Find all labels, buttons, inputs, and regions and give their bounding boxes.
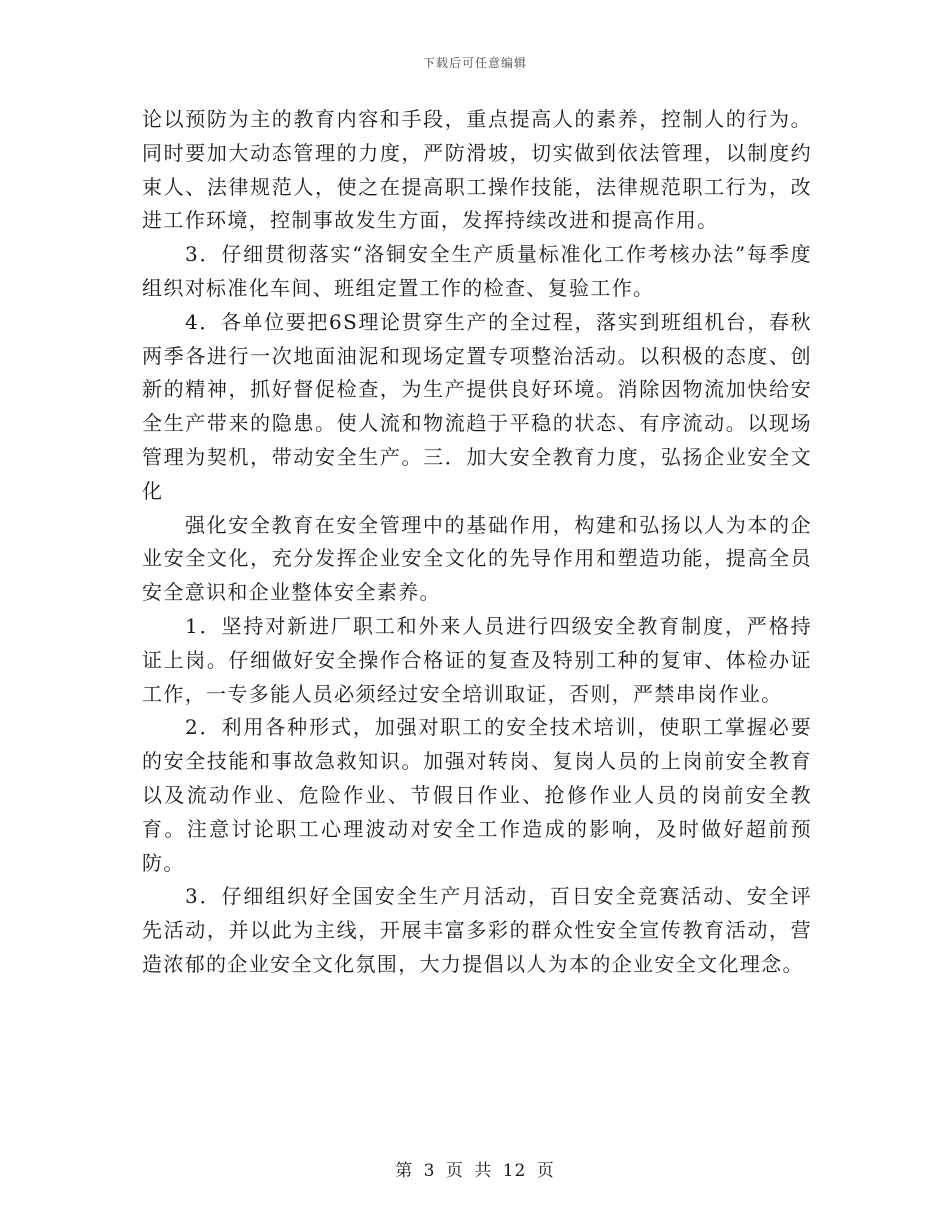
paragraph-continuation: 论以预防为主的教育内容和手段，重点提高人的素养，控制人的行为。同时要加大动态管理的力度，严防滑坡，切实做到依法管理，以制度约束人、法律规范人，使之在提高职工操作技能，法律规范职工行为，改进工作环境，控制事故发生方面，发挥持续改进和提高作用。 [142, 107, 812, 233]
paragraph-item-4-6s: 4．各单位要把6S理论贯穿生产的全过程，落实到班组机台，春秋两季各进行一次地面油泥和现场定置专项整治活动。以积极的态度、创新的精神，抓好督促检查，为生产提供良好环境。消除因物流加快给安全生产带来的隐患。使人流和物流趋于平稳的状态、有序流动。以现场管理为契机，带动安全生产。三．加大安全教育力度，弘扬企业安全文化 [142, 309, 812, 503]
paragraph-item-1-four-level-education: 1．坚持对新进厂职工和外来人员进行四级安全教育制度，严格持证上岗。仔细做好安全操作合格证的复查及特别工种的复审、体检办证工作，一专多能人员必须经过安全培训取证，否则，严禁串岗作业。 [142, 613, 812, 706]
page-header: 下载后可任意编辑 [422, 56, 527, 70]
paragraph-item-3-standardization: 3．仔细贯彻落实“洛铜安全生产质量标准化工作考核办法”每季度组织对标准化车间、班组定置工作的检查、复验工作。 [142, 242, 812, 300]
page-number-footer: 第 3 页 共 12 页 [395, 1161, 555, 1181]
paragraph-safety-education-intro: 强化安全教育在安全管理中的基础作用，构建和弘扬以人为本的企业安全文化，充分发挥企业安全文化的先导作用和塑造功能，提高全员安全意识和企业整体安全素养。 [142, 512, 812, 605]
paragraph-item-2-training: 2．利用各种形式，加强对职工的安全技术培训，使职工掌握必要的安全技能和事故急救知识。加强对转岗、复岗人员的上岗前安全教育以及流动作业、危险作业、节假日作业、抢修作业人员的岗前安全教育。注意讨论职工心理波动对安全工作造成的影响，及时做好超前预防。 [142, 715, 812, 875]
paragraph-item-3-safety-month: 3．仔细组织好全国安全生产月活动，百日安全竞赛活动、安全评先活动，并以此为主线，开展丰富多彩的群众性安全宣传教育活动，营造浓郁的企业安全文化氛围，大力提倡以人为本的企业安全文化理念。 [142, 884, 812, 976]
document-body [142, 103, 812, 982]
